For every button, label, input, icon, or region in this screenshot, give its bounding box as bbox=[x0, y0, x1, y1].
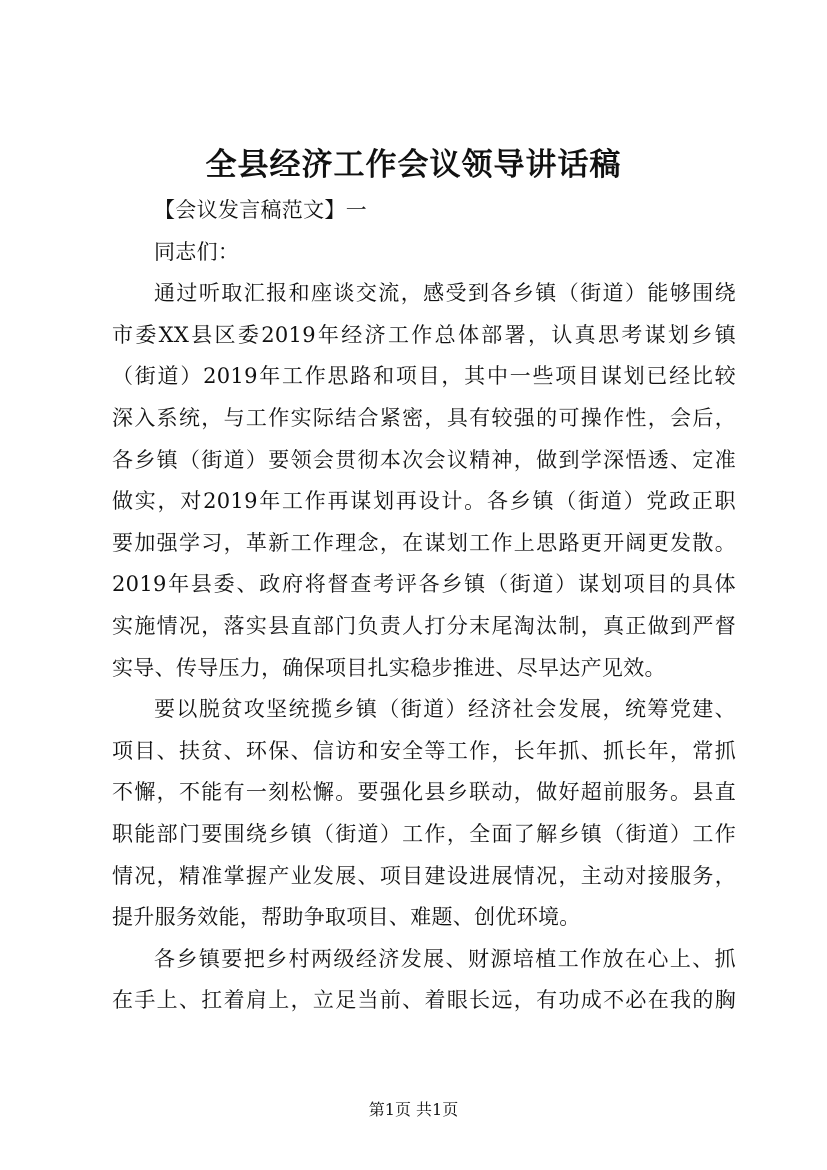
body-line: 实施情况，落实县直部门负责人打分末尾淘汰制，真正做到严督 bbox=[112, 613, 736, 638]
body-line: 2019年县委、政府将督查考评各乡镇（街道）谋划项目的具体 bbox=[112, 572, 736, 597]
body-line: 【会议发言稿范文】一 bbox=[154, 198, 367, 222]
body-line: （街道）2019年工作思路和项目，其中一些项目谋划已经比较 bbox=[112, 364, 736, 389]
body-line: 同志们： bbox=[154, 239, 240, 264]
body-line: 不懈，不能有一刻松懈。要强化县乡联动，做好超前服务。县直 bbox=[112, 780, 736, 805]
body-line: 深入系统，与工作实际结合紧密，具有较强的可操作性，会后， bbox=[112, 405, 736, 430]
body-line: 职能部门要围绕乡镇（街道）工作，全面了解乡镇（街道）工作 bbox=[112, 821, 736, 846]
body-line: 要加强学习，革新工作理念，在谋划工作上思路更开阔更发散。 bbox=[112, 530, 736, 555]
page-footer: 第1页 共1页 bbox=[368, 1100, 459, 1119]
body-line: 通过听取汇报和座谈交流，感受到各乡镇（街道）能够围绕 bbox=[154, 281, 736, 306]
document-body bbox=[112, 194, 736, 1026]
body-line: 在手上、扛着肩上，立足当前、着眼长远，有功成不必在我的胸 bbox=[112, 988, 736, 1013]
body-line: 各乡镇要把乡村两级经济发展、财源培植工作放在心上、抓 bbox=[154, 946, 736, 971]
body-line: 各乡镇（街道）要领会贯彻本次会议精神，做到学深悟透、定准 bbox=[112, 447, 736, 472]
body-line: 项目、扶贫、环保、信访和安全等工作，长年抓、抓长年，常抓 bbox=[112, 738, 736, 763]
body-line: 情况，精准掌握产业发展、项目建设进展情况，主动对接服务， bbox=[112, 863, 736, 888]
body-line: 市委XX县区委2019年经济工作总体部署，认真思考谋划乡镇 bbox=[112, 322, 736, 347]
body-line: 实导、传导压力，确保项目扎实稳步推进、尽早达产见效。 bbox=[112, 655, 666, 680]
document-title: 全县经济工作会议领导讲话稿 bbox=[205, 147, 622, 183]
body-line: 做实，对2019年工作再谋划再设计。各乡镇（街道）党政正职 bbox=[112, 489, 736, 514]
body-line: 要以脱贫攻坚统揽乡镇（街道）经济社会发展，统筹党建、 bbox=[154, 697, 736, 722]
body-line: 提升服务效能，帮助争取项目、难题、创优环境。 bbox=[112, 905, 581, 930]
